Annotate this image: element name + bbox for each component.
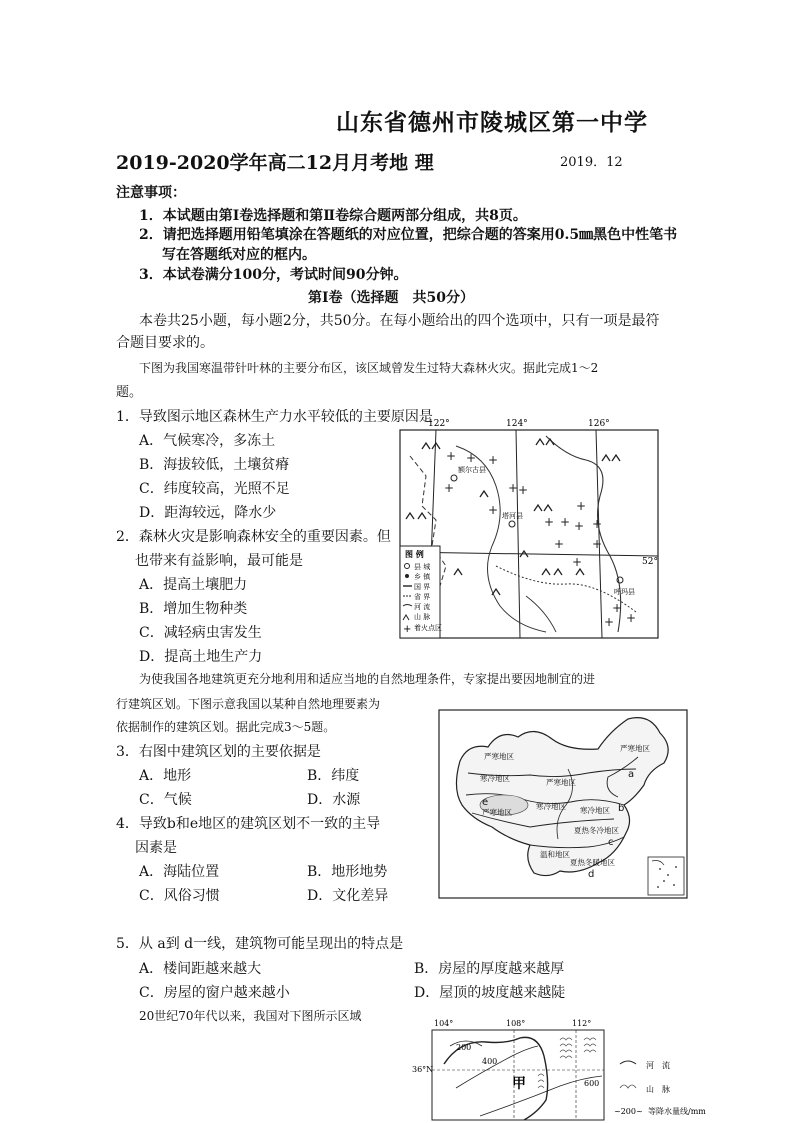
letter-c: c <box>608 837 614 848</box>
q2-option-c[interactable]: C．减轻病虫害发生 <box>139 625 262 641</box>
town-2: 塔河县 <box>502 512 523 520</box>
svg-text:+: + <box>612 601 623 615</box>
lon-label-122: 122° <box>428 419 450 429</box>
svg-text:+: + <box>576 499 587 513</box>
zone-label-10: 夏热冬暖地区 <box>570 858 615 867</box>
lat-label-36: 36°N <box>412 1065 434 1074</box>
q3-text: 3．右图中建筑区划的主要依据是 <box>116 744 321 760</box>
legend3-item-3: 等降水量线/mm <box>648 1107 706 1116</box>
q4-option-b[interactable]: B．地形地势 <box>307 864 388 880</box>
q4-text: 4．导致b和e地区的建筑区划不一致的主导 <box>116 816 381 832</box>
svg-text:+: + <box>554 537 565 551</box>
exam-date: 2019．12 <box>560 155 623 170</box>
group3-stem: 20世纪70年代以来，我国对下图所示区域 <box>139 1009 362 1023</box>
zone-label-1: 严寒地区 <box>484 752 514 761</box>
section-intro: 本卷共25小题，每小题2分，共50分。在每小题给出的四个选项中，只有一项是最符 <box>139 313 660 329</box>
zone-label-5: 寒冷地区 <box>580 806 610 815</box>
svg-text:+: + <box>604 615 615 629</box>
q2-text-cont: 也带来有益影响，最可能是 <box>135 553 303 569</box>
school-name: 山东省德州市陵城区第一中学 <box>336 109 648 136</box>
q3-option-c[interactable]: C．气候 <box>139 792 192 808</box>
svg-text:+: + <box>403 624 412 635</box>
q4-option-d[interactable]: D．文化差异 <box>307 888 389 904</box>
section-title: 第Ⅰ卷（选择题 共50分） <box>308 290 475 306</box>
svg-text:+: + <box>544 515 555 529</box>
building-zone-map <box>438 709 688 899</box>
svg-text:+: + <box>488 453 499 467</box>
iso-label-600: 600 <box>584 1079 600 1088</box>
q2-text: 2．森林火灾是影响森林安全的重要因素。但 <box>116 529 391 545</box>
legend-item-4: 省 界 <box>414 593 431 601</box>
q5-option-b[interactable]: B．房屋的厚度越来越厚 <box>414 961 565 977</box>
legend-item-2: 乡 镇 <box>414 573 431 581</box>
q5-option-c[interactable]: C．房屋的窗户越来越小 <box>139 985 290 1001</box>
q4-option-c[interactable]: C．风俗习惯 <box>139 888 220 904</box>
zone-label-6: 严寒地区 <box>482 808 512 817</box>
iso-label-200: 200 <box>456 1043 472 1052</box>
lon-label-104: 104° <box>434 1019 454 1028</box>
legend-item-5: 河 流 <box>414 603 431 611</box>
zone-label-2: 严寒地区 <box>620 744 650 753</box>
svg-text:+: + <box>592 537 603 551</box>
zone-label-8: 夏热冬冷地区 <box>574 826 619 835</box>
q3-option-b[interactable]: B．纬度 <box>307 768 360 784</box>
notice-item-1: 1．本试题由第Ⅰ卷选择题和第Ⅱ卷综合题两部分组成，共8页。 <box>139 208 527 224</box>
lon-label-112: 112° <box>572 1019 592 1028</box>
letter-e: e <box>482 797 489 808</box>
svg-text:+: + <box>446 449 457 463</box>
forest-map <box>396 416 664 642</box>
q5-option-d[interactable]: D．屋顶的坡度越来越陡 <box>414 985 566 1001</box>
group2-stem-cont: 行建筑区划。下图示意我国以某种自然地理要素为 <box>116 697 381 711</box>
q2-option-d[interactable]: D．提高土地生产力 <box>139 649 263 665</box>
group1-stem-cont: 题。 <box>116 385 143 400</box>
zone-label-9: 温和地区 <box>540 850 570 859</box>
zone-label-3: 寒冷地区 <box>480 774 510 783</box>
q1-option-d[interactable]: D．距海较远，降水少 <box>139 505 277 521</box>
group1-stem: 下图为我国寒温带针叶林的主要分布区，该区域曾发生过特大森林火灾。据此完成1～2 <box>139 361 599 375</box>
group2-stem-cont-2: 依据制作的建筑区划。据此完成3～5题。 <box>116 720 336 734</box>
svg-text:+: + <box>626 611 637 625</box>
q4-text-cont: 因素是 <box>135 840 177 856</box>
town-3: 呼玛县 <box>614 588 635 596</box>
svg-text:+: + <box>466 451 477 465</box>
q5-option-a[interactable]: A．楼间距越来越大 <box>139 961 262 977</box>
q2-option-b[interactable]: B．增加生物种类 <box>139 601 248 617</box>
svg-text:+: + <box>518 483 529 497</box>
q1-option-a[interactable]: A．气候寒冷，多冻土 <box>139 433 276 449</box>
svg-text:+: + <box>488 503 499 517</box>
legend3-item-2: 山 脉 <box>646 1085 670 1094</box>
iso-label-400: 400 <box>482 1057 498 1066</box>
group2-stem: 为使我国各地建筑更充分地利用和适应当地的自然地理条件，专家提出要因地制宜的进 <box>139 672 596 686</box>
letter-d: d <box>588 869 595 880</box>
lat-label-52: 52° <box>642 557 658 567</box>
svg-text:+: + <box>592 517 603 531</box>
zone-label-4: 严寒地区 <box>546 778 576 787</box>
legend-item-7: 着火点区 <box>414 624 442 632</box>
lon-label-124: 124° <box>506 419 528 429</box>
letter-a: a <box>628 769 635 780</box>
legend3-item-1: 河 流 <box>646 1061 670 1070</box>
notice-item-2: 2．请把选择题用铅笔填涂在答题纸的对应位置，把综合题的答案用0.5㎜黑色中性笔书 <box>139 227 678 243</box>
q1-text: 1．导致图示地区森林生产力水平较低的主要原因是 <box>116 409 433 425</box>
svg-text:+: + <box>508 481 519 495</box>
svg-text:+: + <box>572 555 583 569</box>
svg-text:+: + <box>444 481 455 495</box>
letter-b: b <box>618 803 625 814</box>
legend-title: 图 例 <box>405 549 424 559</box>
q2-option-a[interactable]: A．提高土壤肥力 <box>139 577 248 593</box>
loess-map <box>410 1016 790 1122</box>
svg-text:+: + <box>574 519 585 533</box>
legend-item-3: 国 界 <box>414 583 431 591</box>
q4-option-a[interactable]: A．海陆位置 <box>139 864 220 880</box>
legend3-iso-sample: ~200~ <box>614 1107 643 1116</box>
q1-option-c[interactable]: C．纬度较高，光照不足 <box>139 481 290 497</box>
town-1: 额尔古县 <box>458 466 486 474</box>
q5-text: 5．从 a到 d一线，建筑物可能呈现出的特点是 <box>116 936 404 952</box>
legend-item-1: 县 城 <box>414 563 431 571</box>
notice-heading: 注意事项： <box>116 185 186 201</box>
lon-label-108: 108° <box>506 1019 526 1028</box>
lon-label-126: 126° <box>588 419 610 429</box>
q3-option-a[interactable]: A．地形 <box>139 768 192 784</box>
notice-item-3: 3．本试卷满分100分，考试时间90分钟。 <box>139 267 408 283</box>
q1-option-b[interactable]: B．海拔较低，土壤贫瘠 <box>139 457 290 473</box>
zone-label-7: 寒冷地区 <box>536 802 566 811</box>
exam-title: 2019-2020学年高二12月月考地 理 <box>116 152 434 174</box>
legend-item-6: 山 脉 <box>414 613 431 621</box>
notice-item-2-cont: 写在答题纸对应的框内。 <box>162 247 316 263</box>
q3-option-d[interactable]: D．水源 <box>307 792 361 808</box>
section-intro-cont: 合题目要求的。 <box>116 335 214 351</box>
place-label: 甲 <box>512 1076 526 1092</box>
svg-text:+: + <box>560 515 571 529</box>
